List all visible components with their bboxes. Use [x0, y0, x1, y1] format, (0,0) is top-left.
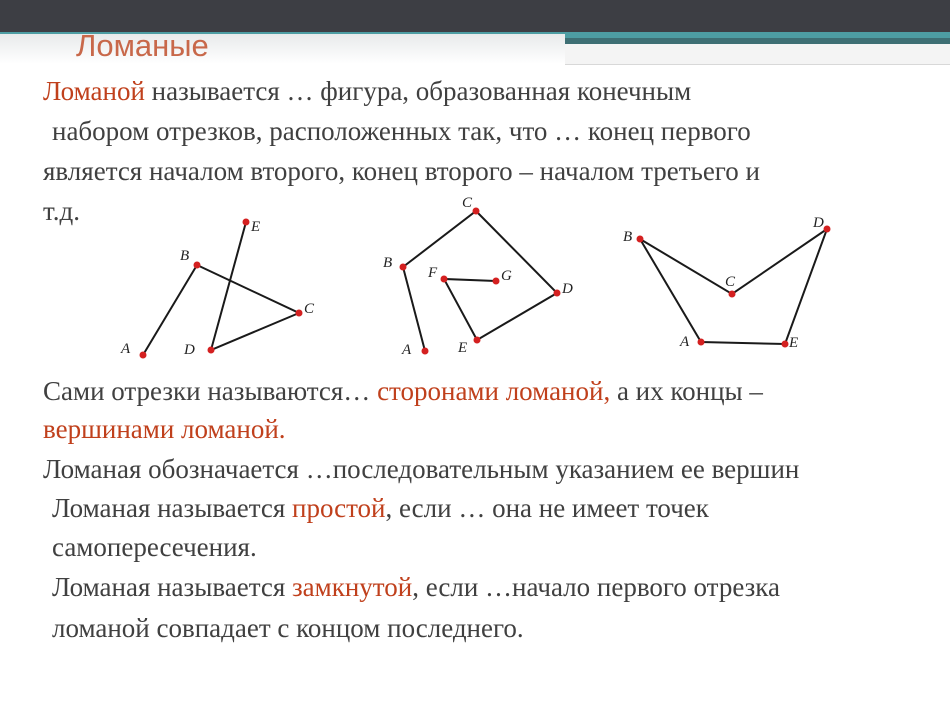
closed-text: Ломаная называется — [52, 572, 292, 602]
vertex-a — [140, 352, 147, 359]
vertex-b — [637, 236, 644, 243]
vertex-c — [473, 208, 480, 215]
label-b: B — [383, 255, 393, 271]
vertices-term: вершинами ломаной. — [43, 414, 286, 444]
label-e: E — [789, 335, 799, 351]
sides-line-1 — [43, 372, 763, 411]
label-e: E — [251, 219, 261, 235]
closed-text-2: , если …начало первого отрезка — [412, 572, 780, 602]
label-a: A — [680, 334, 690, 350]
simple-line-2: самопересечения. — [52, 532, 257, 562]
vertex-c — [729, 291, 736, 298]
sides-term: сторонами ломаной, — [377, 376, 611, 406]
figure-1-polyline — [143, 222, 299, 355]
sides-text-2: а их концы – — [610, 376, 763, 406]
notation-sentence: Ломаная обозначается …последовательным указанием ее вершин — [43, 454, 800, 484]
definition-line-2: набором отрезков, расположенных так, что … конец первого — [52, 116, 751, 146]
definition-line-3: является началом второго, конец второго – началом третьего и — [43, 156, 760, 186]
sides-text: Сами отрезки называются… — [43, 376, 378, 406]
label-c: C — [304, 301, 315, 317]
definition-line-4: т.д. — [43, 196, 81, 226]
definition-term: Ломаной — [43, 76, 145, 106]
vertex-a — [422, 348, 429, 355]
label-b: B — [180, 248, 190, 264]
closed-term: замкнутой — [292, 572, 413, 602]
label-a: A — [121, 341, 131, 357]
vertex-d — [208, 347, 215, 354]
label-g: G — [501, 268, 512, 284]
label-e: E — [458, 340, 468, 356]
closed-line-1 — [52, 568, 780, 607]
label-d: D — [184, 342, 195, 358]
closed-line-2: ломаной совпадает с концом последнего. — [52, 613, 524, 643]
figure-2-segments — [403, 211, 557, 351]
label-c: C — [462, 195, 473, 211]
vertex-e — [782, 341, 789, 348]
vertex-e — [243, 219, 250, 226]
simple-text: Ломаная называется — [52, 493, 292, 523]
simple-line-1 — [52, 489, 709, 528]
label-d: D — [813, 215, 824, 231]
vertex-g — [493, 278, 500, 285]
definition-text: называется … фигура, образованная конечным — [144, 76, 692, 106]
vertex-f — [441, 276, 448, 283]
label-d: D — [562, 281, 573, 297]
label-a: A — [402, 342, 412, 358]
vertex-d — [554, 290, 561, 297]
vertex-a — [698, 339, 705, 346]
vertex-e — [474, 337, 481, 344]
vertex-c — [296, 310, 303, 317]
vertex-d — [824, 226, 831, 233]
slide-title: Ломаные — [76, 28, 209, 63]
simple-text-2: , если … она не имеет точек — [385, 493, 709, 523]
figure-1-vertices — [140, 219, 303, 359]
vertex-b — [194, 262, 201, 269]
simple-term: простой — [292, 493, 386, 523]
label-f: F — [428, 265, 438, 281]
label-c: C — [725, 274, 736, 290]
label-b: B — [623, 229, 633, 245]
figure-2-polyline — [403, 211, 557, 351]
figure-1-segments — [143, 222, 299, 355]
vertex-b — [400, 264, 407, 271]
